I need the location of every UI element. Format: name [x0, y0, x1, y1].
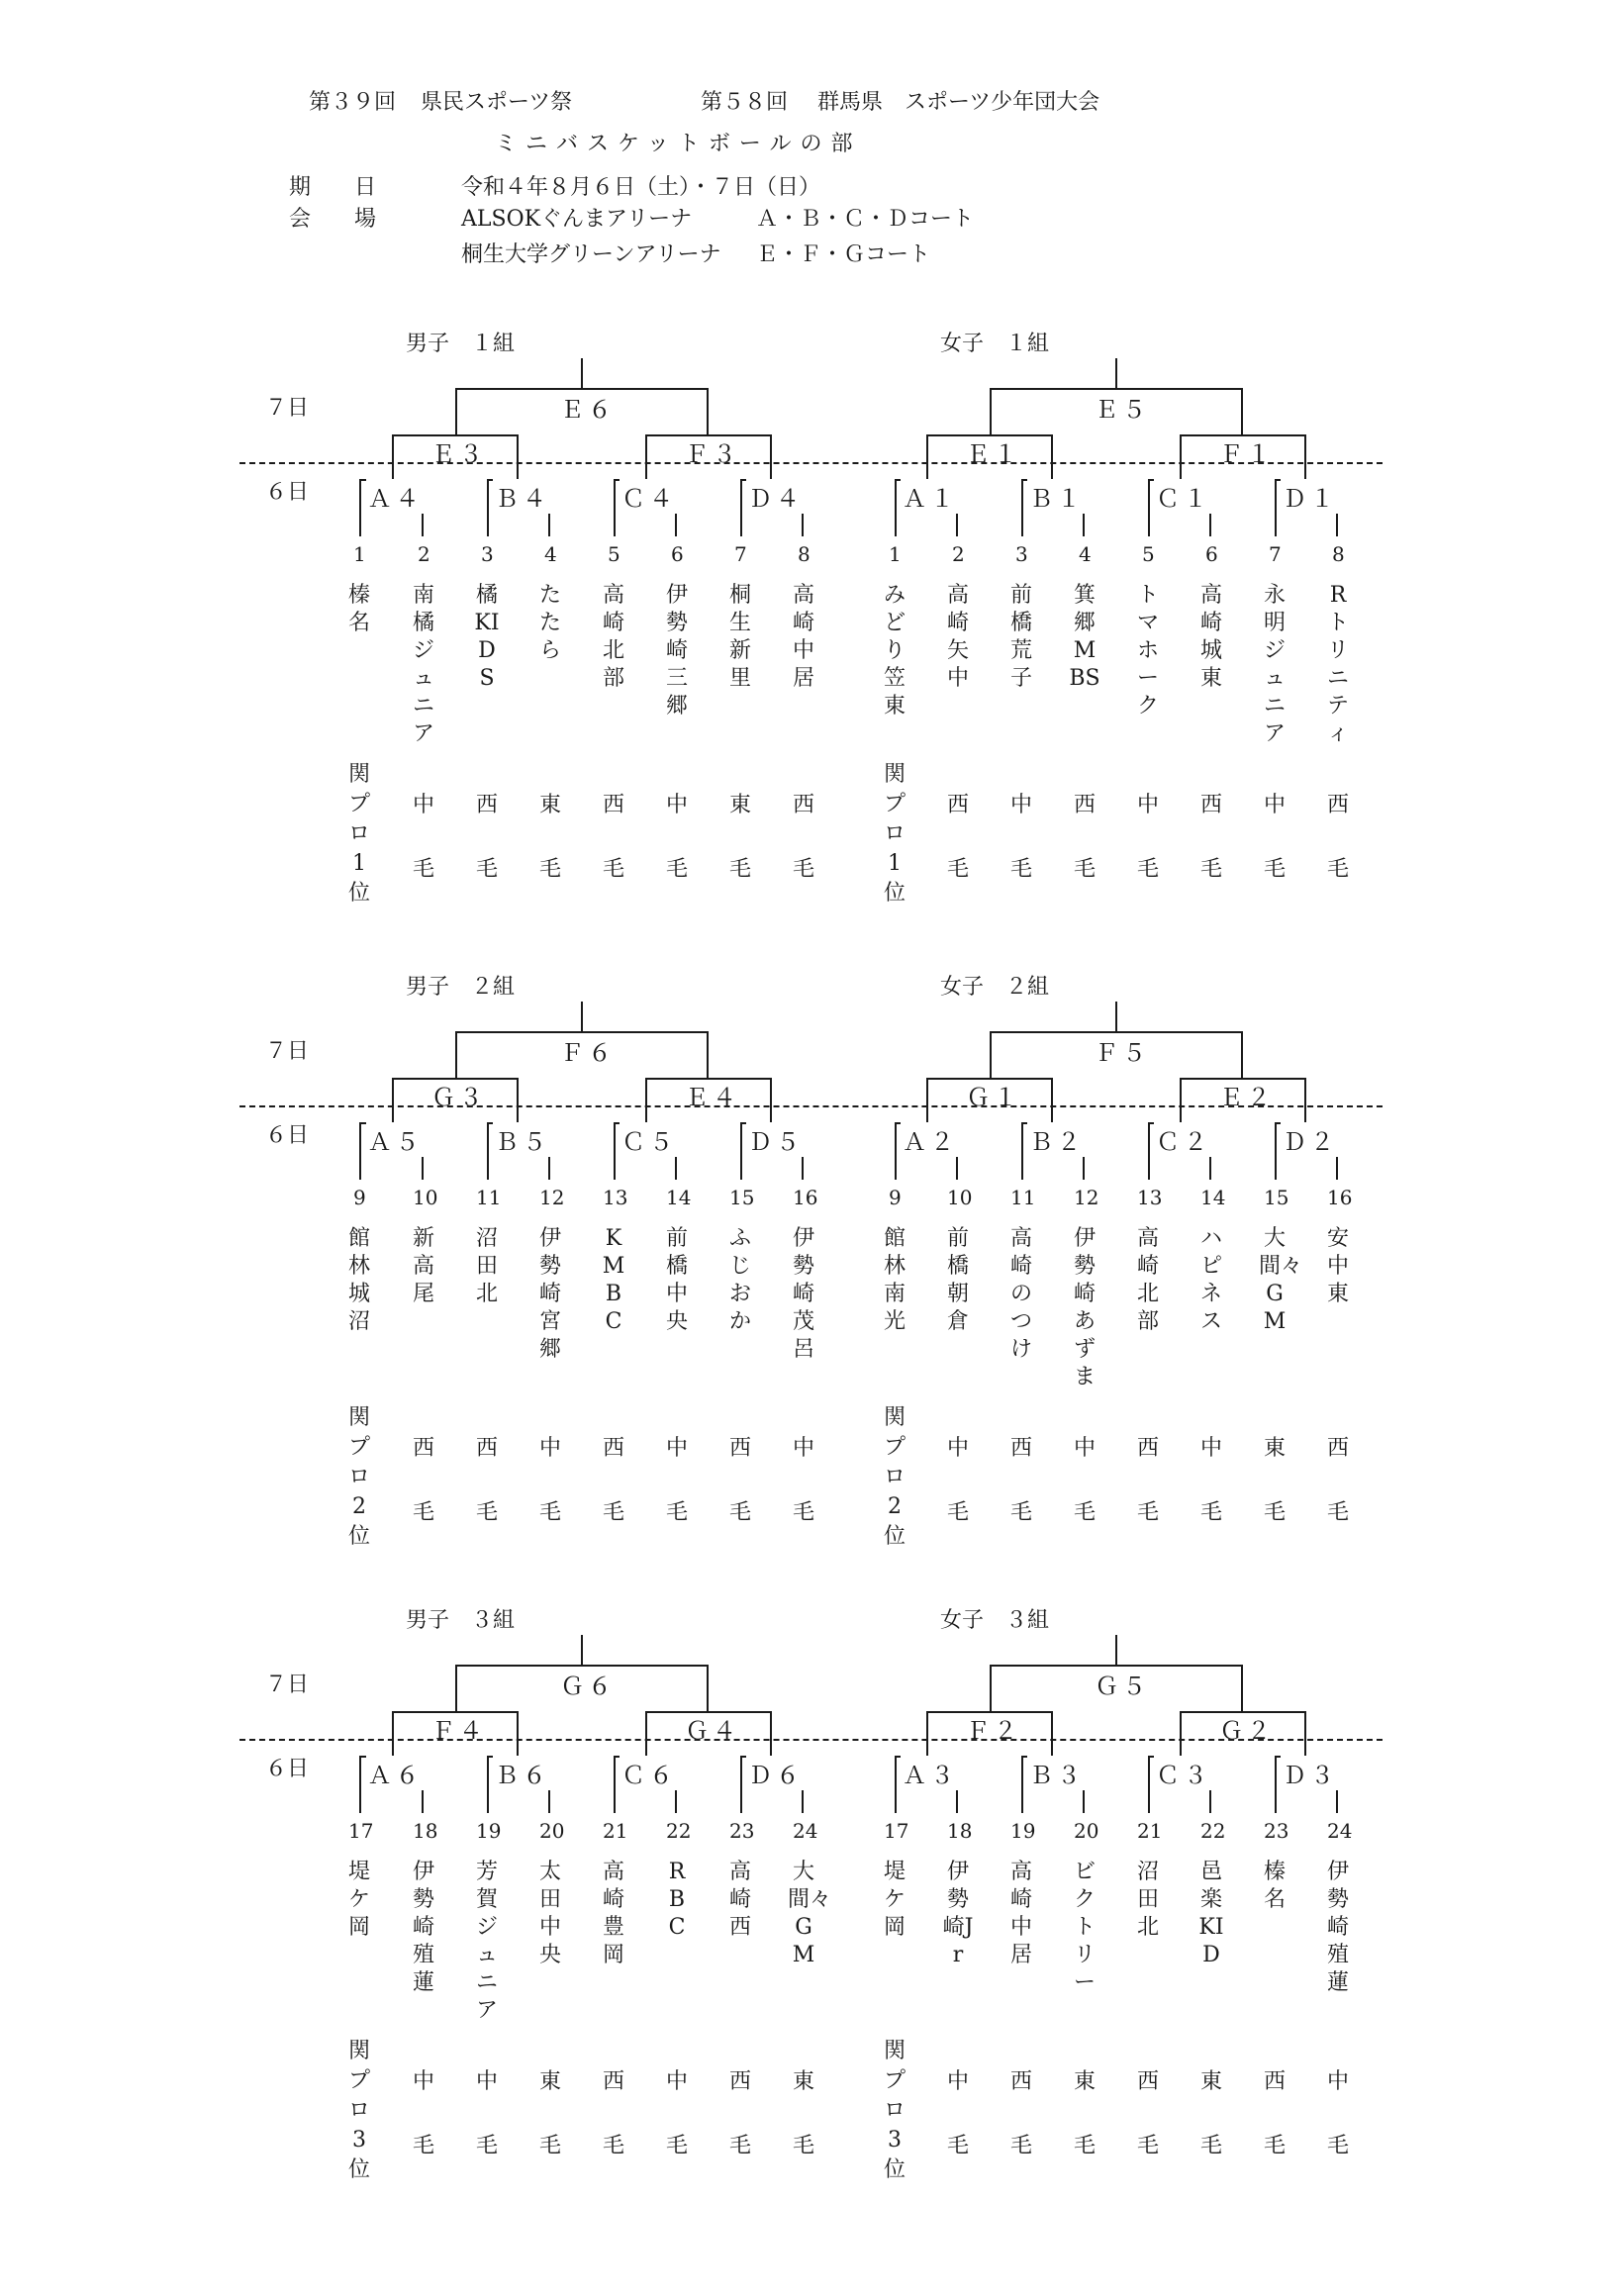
- team-area: 毛: [1263, 857, 1286, 882]
- team-area: 毛: [1199, 857, 1222, 882]
- team-district-qualifier: 関プロ3位: [347, 2039, 370, 2182]
- team-number: 7: [734, 542, 747, 566]
- team-name: Rトリニティ: [1326, 583, 1349, 746]
- header-subtitle: ミニバスケットボールの部: [495, 132, 862, 156]
- final-match-code: Ｅ５: [1095, 396, 1150, 424]
- team-number: 6: [1205, 542, 1218, 566]
- team-number: 6: [671, 542, 684, 566]
- team-name: 館林城沼: [347, 1226, 370, 1334]
- team-area: 毛: [602, 1500, 624, 1525]
- team-number: 16: [793, 1186, 818, 1209]
- group-title: 男子 ３組: [406, 1608, 516, 1633]
- team-number: 23: [1264, 1819, 1289, 1843]
- first-round-code: Ｂ５: [493, 1122, 552, 1157]
- venue1-name: ALSOKぐんまアリーナ: [461, 207, 693, 232]
- semi-match-code: Ｆ２: [966, 1717, 1021, 1745]
- semi-match-code: Ｆ４: [430, 1717, 487, 1745]
- first-round-code: Ｂ２: [1027, 1122, 1087, 1157]
- header-event-number: 第３９回: [309, 90, 397, 115]
- team-district: 中: [475, 2069, 498, 2094]
- team-number: 24: [793, 1819, 818, 1843]
- header-event-name: 県民スポーツ祭: [421, 90, 573, 115]
- team-district: 中: [946, 2069, 969, 2094]
- team-number: 13: [603, 1186, 628, 1209]
- team-name: 太田中央: [538, 1860, 561, 1967]
- team-name: 伊勢崎殖蓮: [1326, 1860, 1349, 1995]
- team-district: 中: [665, 2069, 688, 2094]
- team-number: 2: [418, 542, 430, 566]
- team-number: 14: [666, 1186, 692, 1209]
- team-area: 毛: [1136, 1500, 1159, 1525]
- team-district: 中: [1073, 1436, 1096, 1461]
- team-district: 東: [1263, 1436, 1286, 1461]
- team-name: RBC: [668, 1860, 686, 1940]
- team-district: 西: [1136, 1436, 1159, 1461]
- team-name: 高崎城東: [1199, 583, 1222, 691]
- first-round-code: Ａ３: [901, 1756, 960, 1790]
- final-stem-line: [581, 1635, 583, 1665]
- group-title: 女子 ２組: [940, 975, 1050, 1000]
- team-number: 14: [1200, 1186, 1226, 1209]
- first-round-code: Ｄ５: [746, 1122, 806, 1157]
- team-name: 大間々GM: [788, 1860, 832, 1967]
- team-district-qualifier: 関プロ1位: [883, 762, 906, 906]
- first-round-code: Ｃ６: [620, 1756, 679, 1790]
- team-number: 19: [1010, 1819, 1036, 1843]
- team-area: 毛: [946, 857, 969, 882]
- first-round-code: Ｃ５: [620, 1122, 679, 1157]
- first-round-code: Ｂ１: [1027, 479, 1087, 514]
- team-name: 前橋朝倉: [946, 1226, 969, 1334]
- first-round-code: Ｄ４: [746, 479, 806, 514]
- team-district: 中: [1326, 2069, 1349, 2094]
- day7-label: ７日: [265, 1039, 310, 1064]
- team-district: 中: [792, 1436, 814, 1461]
- final-match-code: Ｇ５: [1095, 1673, 1150, 1700]
- team-area: 毛: [475, 1500, 498, 1525]
- team-number: 17: [884, 1819, 909, 1843]
- team-number: 12: [1074, 1186, 1099, 1209]
- semi-match-code: Ｇ４: [685, 1717, 740, 1745]
- team-number: 2: [952, 542, 965, 566]
- team-district: 西: [1263, 2069, 1286, 2094]
- team-district: 西: [1326, 793, 1349, 817]
- team-number: 9: [889, 1186, 902, 1209]
- first-round-code: Ｃ４: [620, 479, 679, 514]
- team-name: ふじおか: [728, 1226, 751, 1334]
- team-area: 毛: [665, 1500, 688, 1525]
- first-round-code: Ｂ６: [493, 1756, 552, 1790]
- team-name: 伊勢崎殖蓮: [412, 1860, 434, 1995]
- team-name: 堤ケ岡: [347, 1860, 370, 1940]
- team-name: 高崎豊岡: [602, 1860, 624, 1967]
- team-district: 西: [412, 1436, 434, 1461]
- team-area: 毛: [946, 2134, 969, 2158]
- team-district: 西: [728, 2069, 751, 2094]
- team-district: 東: [1073, 2069, 1096, 2094]
- team-area: 毛: [665, 857, 688, 882]
- team-number: 8: [1332, 542, 1345, 566]
- team-area: 毛: [602, 857, 624, 882]
- team-district: 中: [538, 1436, 561, 1461]
- team-name: 永明ジュニア: [1263, 583, 1286, 746]
- team-area: 毛: [728, 857, 751, 882]
- team-district-qualifier: 関プロ1位: [347, 762, 370, 906]
- team-district: 西: [602, 2069, 624, 2094]
- first-round-code: Ｂ４: [493, 479, 552, 514]
- team-number: 18: [947, 1819, 973, 1843]
- team-name: 高崎中居: [792, 583, 814, 691]
- team-district: 東: [1199, 2069, 1222, 2094]
- team-name: 榛名: [1263, 1860, 1286, 1912]
- team-area: 毛: [1326, 1500, 1349, 1525]
- team-number: 4: [1079, 542, 1092, 566]
- team-area: 毛: [1073, 857, 1096, 882]
- team-district: 東: [792, 2069, 814, 2094]
- team-district: 西: [1009, 1436, 1032, 1461]
- group-title: 女子 １組: [940, 332, 1050, 356]
- group-title: 男子 ２組: [406, 975, 516, 1000]
- team-number: 22: [666, 1819, 692, 1843]
- final-stem-line: [1115, 1002, 1117, 1031]
- team-number: 4: [544, 542, 557, 566]
- team-name: 大間々GM: [1259, 1226, 1303, 1334]
- semi-match-code: Ｆ１: [1219, 440, 1275, 468]
- team-number: 20: [539, 1819, 565, 1843]
- team-number: 21: [1137, 1819, 1163, 1843]
- team-district: 中: [1263, 793, 1286, 817]
- team-number: 10: [413, 1186, 438, 1209]
- day6-label: ６日: [265, 1757, 310, 1781]
- venue-label: 会 場: [289, 207, 377, 232]
- team-area: 毛: [1199, 1500, 1222, 1525]
- team-area: 毛: [1263, 2134, 1286, 2158]
- team-district: 西: [1136, 2069, 1159, 2094]
- semi-match-code: Ｅ４: [685, 1084, 740, 1111]
- first-round-code: Ｃ３: [1154, 1756, 1213, 1790]
- team-district: 西: [602, 793, 624, 817]
- team-area: 毛: [792, 1500, 814, 1525]
- team-district: 東: [728, 793, 751, 817]
- team-area: 毛: [728, 1500, 751, 1525]
- first-round-code: Ｃ２: [1154, 1122, 1213, 1157]
- first-round-code: Ａ６: [366, 1756, 426, 1790]
- final-stem-line: [1115, 358, 1117, 388]
- day6-label: ６日: [265, 1123, 310, 1148]
- team-area: 毛: [1263, 1500, 1286, 1525]
- team-number: 20: [1074, 1819, 1099, 1843]
- team-area: 毛: [1009, 857, 1032, 882]
- team-number: 13: [1137, 1186, 1163, 1209]
- team-name: 高崎北部: [602, 583, 624, 691]
- team-area: 毛: [475, 2134, 498, 2158]
- team-name: 伊勢崎あずま: [1073, 1226, 1096, 1389]
- team-name: 伊勢崎三郷: [665, 583, 688, 718]
- first-round-code: Ａ１: [901, 479, 960, 514]
- team-area: 毛: [538, 2134, 561, 2158]
- team-area: 毛: [1136, 857, 1159, 882]
- team-district: 中: [412, 2069, 434, 2094]
- first-round-code: Ａ４: [366, 479, 426, 514]
- semi-match-code: Ｇ３: [430, 1084, 487, 1111]
- team-number: 10: [947, 1186, 973, 1209]
- team-name: 南橘ジュニア: [412, 583, 434, 746]
- team-district-qualifier: 関プロ2位: [883, 1405, 906, 1549]
- team-district: 中: [665, 793, 688, 817]
- team-district: 西: [475, 1436, 498, 1461]
- team-name: 高崎のつけ: [1009, 1226, 1032, 1362]
- team-area: 毛: [1326, 2134, 1349, 2158]
- final-match-code: Ｅ６: [560, 396, 616, 424]
- team-name: 榛名: [347, 583, 370, 635]
- day6-label: ６日: [265, 480, 310, 505]
- first-round-code: Ｄ２: [1281, 1122, 1340, 1157]
- final-match-code: Ｇ６: [560, 1673, 616, 1700]
- final-stem-line: [581, 1002, 583, 1031]
- team-name: 高崎西: [728, 1860, 751, 1940]
- team-district: 西: [602, 1436, 624, 1461]
- team-name: 伊勢崎宮郷: [538, 1226, 561, 1362]
- team-name: 伊勢崎Jr: [942, 1860, 974, 1967]
- team-district: 中: [1009, 793, 1032, 817]
- team-number: 12: [539, 1186, 565, 1209]
- team-district: 西: [1326, 1436, 1349, 1461]
- team-number: 1: [889, 542, 902, 566]
- team-district-qualifier: 関プロ2位: [347, 1405, 370, 1549]
- team-district: 東: [538, 793, 561, 817]
- team-name: 桐生新里: [728, 583, 751, 691]
- semi-match-code: Ｅ２: [1219, 1084, 1275, 1111]
- team-area: 毛: [1009, 1500, 1032, 1525]
- team-number: 23: [729, 1819, 755, 1843]
- team-area: 毛: [946, 1500, 969, 1525]
- team-name: 芳賀ジュニア: [475, 1860, 498, 2023]
- semi-match-code: Ｇ１: [966, 1084, 1021, 1111]
- team-district: 西: [1009, 2069, 1032, 2094]
- team-number: 24: [1327, 1819, 1353, 1843]
- team-area: 毛: [475, 857, 498, 882]
- date-label: 期 日: [289, 175, 377, 200]
- team-number: 8: [798, 542, 811, 566]
- final-match-code: Ｆ５: [1095, 1039, 1150, 1067]
- team-number: 15: [729, 1186, 755, 1209]
- team-district: 中: [946, 1436, 969, 1461]
- team-name: 前橋中央: [665, 1226, 688, 1334]
- team-name: 高崎中居: [1009, 1860, 1032, 1967]
- team-name: 邑楽KID: [1198, 1860, 1224, 1967]
- team-name: 新高尾: [412, 1226, 434, 1306]
- team-number: 18: [413, 1819, 438, 1843]
- team-name: ハピネス: [1199, 1226, 1222, 1334]
- team-area: 毛: [728, 2134, 751, 2158]
- final-stem-line: [1115, 1635, 1117, 1665]
- team-number: 11: [476, 1186, 502, 1209]
- team-area: 毛: [792, 2134, 814, 2158]
- team-number: 16: [1327, 1186, 1353, 1209]
- team-number: 15: [1264, 1186, 1289, 1209]
- first-round-code: Ｃ１: [1154, 479, 1213, 514]
- final-stem-line: [581, 358, 583, 388]
- team-area: 毛: [1326, 857, 1349, 882]
- team-name: 箕郷MBS: [1069, 583, 1100, 691]
- team-name: 橘KIDS: [474, 583, 500, 691]
- team-area: 毛: [602, 2134, 624, 2158]
- day7-label: ７日: [265, 1673, 310, 1697]
- date-value: 令和４年８月６日（土）・７日（日）: [461, 175, 821, 200]
- team-name: 沼田北: [1136, 1860, 1159, 1940]
- team-name: たたら: [538, 583, 561, 663]
- team-number: 3: [481, 542, 494, 566]
- first-round-code: Ｂ３: [1027, 1756, 1087, 1790]
- team-number: 22: [1200, 1819, 1226, 1843]
- team-name: 高崎北部: [1136, 1226, 1159, 1334]
- team-number: 21: [603, 1819, 628, 1843]
- semi-match-code: Ｅ１: [966, 440, 1021, 468]
- team-area: 毛: [1199, 2134, 1222, 2158]
- team-name: みどり笠東: [883, 583, 906, 718]
- team-area: 毛: [412, 2134, 434, 2158]
- team-district: 中: [412, 793, 434, 817]
- first-round-code: Ａ２: [901, 1122, 960, 1157]
- team-area: 毛: [1136, 2134, 1159, 2158]
- team-name: 安中東: [1326, 1226, 1349, 1306]
- team-area: 毛: [412, 857, 434, 882]
- team-number: 19: [476, 1819, 502, 1843]
- first-round-code: Ａ５: [366, 1122, 426, 1157]
- final-match-code: Ｆ６: [560, 1039, 616, 1067]
- team-number: 17: [348, 1819, 374, 1843]
- team-district: 中: [665, 1436, 688, 1461]
- team-area: 毛: [538, 857, 561, 882]
- team-area: 毛: [412, 1500, 434, 1525]
- team-district: 西: [1199, 793, 1222, 817]
- day7-label: ７日: [265, 396, 310, 421]
- team-name: 沼田北: [475, 1226, 498, 1306]
- team-area: 毛: [665, 2134, 688, 2158]
- team-area: 毛: [1009, 2134, 1032, 2158]
- team-name: 館林南光: [883, 1226, 906, 1334]
- group-title: 女子 ３組: [940, 1608, 1050, 1633]
- team-name: KMBC: [602, 1226, 625, 1334]
- first-round-code: Ｄ３: [1281, 1756, 1340, 1790]
- team-name: ビクトリー: [1073, 1860, 1096, 1995]
- venue1-courts: Ａ・Ｂ・Ｃ・Ｄコート: [756, 207, 975, 232]
- team-number: 3: [1015, 542, 1028, 566]
- team-district: 西: [728, 1436, 751, 1461]
- team-district: 中: [1136, 793, 1159, 817]
- first-round-code: Ｄ１: [1281, 479, 1340, 514]
- first-round-code: Ｄ６: [746, 1756, 806, 1790]
- semi-match-code: Ｇ２: [1219, 1717, 1275, 1745]
- team-name: 堤ケ岡: [883, 1860, 906, 1940]
- team-district: 中: [1199, 1436, 1222, 1461]
- header-tournament-number: 第５８回: [701, 90, 789, 115]
- team-district-qualifier: 関プロ3位: [883, 2039, 906, 2182]
- semi-match-code: Ｆ３: [685, 440, 740, 468]
- venue2-courts: Ｅ・Ｆ・Ｇコート: [756, 242, 931, 267]
- team-district: 西: [792, 793, 814, 817]
- team-number: 5: [1142, 542, 1155, 566]
- team-name: 伊勢崎茂呂: [792, 1226, 814, 1362]
- team-number: 1: [353, 542, 366, 566]
- group-title: 男子 １組: [406, 332, 516, 356]
- team-name: トマホーク: [1136, 583, 1159, 718]
- team-number: 9: [353, 1186, 366, 1209]
- team-district: 東: [538, 2069, 561, 2094]
- team-number: 11: [1010, 1186, 1036, 1209]
- team-area: 毛: [538, 1500, 561, 1525]
- team-number: 5: [608, 542, 620, 566]
- venue2-name: 桐生大学グリーンアリーナ: [461, 242, 721, 267]
- header-tournament-name: 群馬県 スポーツ少年団大会: [817, 90, 1100, 115]
- team-area: 毛: [1073, 1500, 1096, 1525]
- team-district: 西: [1073, 793, 1096, 817]
- team-name: 前橋荒子: [1009, 583, 1032, 691]
- team-district: 西: [475, 793, 498, 817]
- team-area: 毛: [792, 857, 814, 882]
- team-name: 高崎矢中: [946, 583, 969, 691]
- team-district: 西: [946, 793, 969, 817]
- team-number: 7: [1269, 542, 1282, 566]
- semi-match-code: Ｅ３: [430, 440, 487, 468]
- team-area: 毛: [1073, 2134, 1096, 2158]
